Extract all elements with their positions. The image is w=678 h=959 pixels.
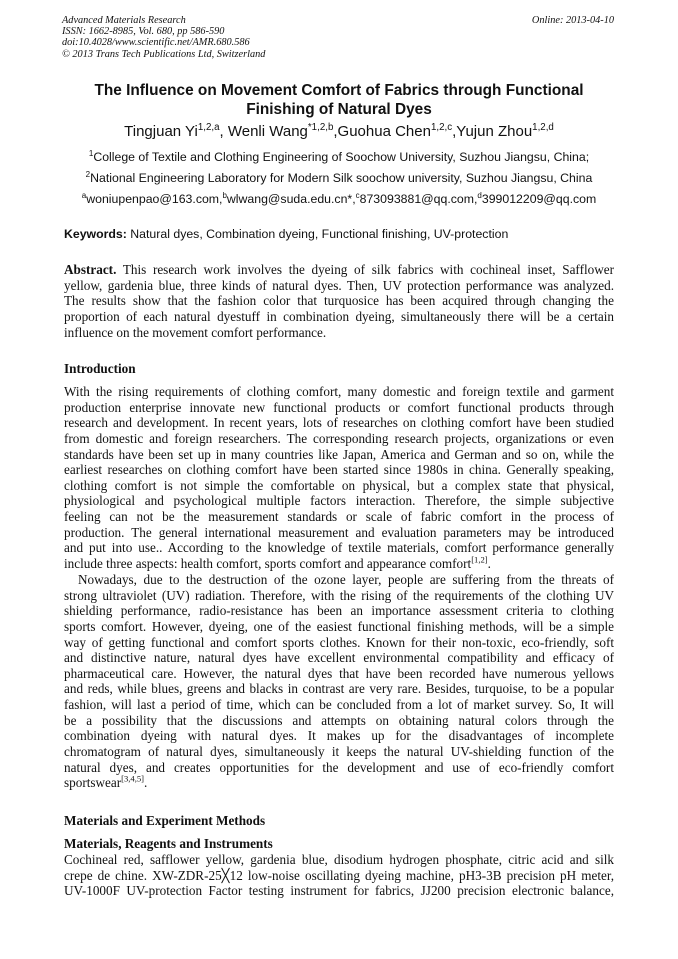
line-text: chromatogram of natural dyes, simultaneously it keeps the natural UV-shielding function of the (64, 744, 614, 760)
text-line (64, 635, 614, 651)
text-line (64, 572, 614, 588)
line-text: from domestic and foreign researchers. The corresponding research projects, organizations or even (64, 430, 614, 446)
text-line (64, 431, 614, 447)
author-sup: 1,2,a (197, 122, 220, 133)
affiliation-text: College of Textile and Clothing Engineering of Soochow University, Suzhou Jiangsu, China; (93, 150, 590, 164)
author-sep: , (333, 123, 338, 140)
introduction-paragraph-1 (64, 384, 614, 572)
email-sup: c (355, 190, 360, 200)
text-line (64, 447, 614, 463)
line-text: UV-1000F UV-protection Factor testing instrument for fabrics, JJ200 precision electronic balance, (64, 883, 614, 899)
line-text: sports comfort. However, dyeing, one of the easiest functional finishing methods, will be a simple (64, 618, 614, 634)
affiliation-1 (0, 150, 678, 164)
text-line (64, 400, 614, 416)
text-line (64, 744, 614, 760)
author-name: Wenli Wang (227, 123, 308, 140)
citation[interactable]: [1,2] (471, 554, 488, 565)
text-line (64, 493, 614, 509)
online-date: Online: 2013-04-10 (531, 15, 614, 26)
line-text: Cochineal red, safflower yellow, gardenia blue, disodium hydrogen phosphate, citric acid and silk (64, 852, 614, 867)
author-sep: , (452, 123, 457, 140)
issn: ISSN: 1662-8985, Vol. 680, pp 586-590 (62, 26, 225, 38)
abstract-line: influence on the movement comfort performance. (64, 324, 327, 340)
line-text: and reds, while blues, greens and blacks in contrast are very rare. Besides, turquoise, to be a popular (64, 681, 614, 697)
line-text: production. The general international measurement and evaluation parameters may be introduced (64, 524, 614, 540)
text-line (64, 681, 614, 697)
paper-title (40, 82, 638, 119)
line-text: combination dyeing with natural dyes. It makes up for the disadvantages of incomplete (64, 728, 614, 744)
text-line (64, 852, 614, 868)
text-line (64, 556, 614, 572)
line-text: shielding performance, radio-resistance has been an importance assessment criteria to clothing (64, 603, 614, 619)
text-line (64, 728, 614, 744)
abstract-label: Abstract. (64, 262, 117, 277)
citation[interactable]: [3,4,5] (121, 773, 145, 784)
keywords (64, 227, 508, 241)
text-line (64, 478, 614, 494)
introduction-paragraph-2 (64, 572, 614, 791)
line-text: earliest researches on clothing comfort have been started since 1980s in china. Generally speaking, (64, 462, 614, 478)
text-line (64, 760, 614, 776)
line-text: standards have been set up in many countries like Japan, America and German and so on, while the (64, 446, 614, 462)
text-line (64, 603, 614, 619)
text-line (64, 650, 614, 666)
subsection-heading: Materials, Reagents and Instruments (64, 836, 273, 851)
line-text: natural dyes, and creates opportunities for the development and use of eco-friendly comfort (64, 759, 614, 775)
introduction-heading: Introduction (64, 361, 136, 376)
keywords-text: Natural dyes, Combination dyeing, Functional finishing, UV-protection (126, 227, 509, 241)
text-line (64, 462, 614, 478)
journal-name: Advanced Materials Research (62, 15, 186, 26)
line-text: strong ultraviolet (UV) radiation. Therefore, with the rising of the requirements of the clothing UV (64, 587, 614, 603)
author-list (0, 123, 678, 140)
line-text: sportswear (64, 775, 122, 791)
affiliation-sup: 1 (88, 148, 94, 158)
text-line (64, 697, 614, 713)
text-line (64, 415, 614, 431)
author-sup: 1,2,c (430, 122, 453, 133)
text-line (64, 868, 614, 884)
text-line (64, 883, 614, 899)
line-text: pharmaceutical care. However, the natural dyes that have been recorded have numerous yellows (64, 665, 614, 681)
keywords-label: Keywords: (64, 227, 127, 241)
line-text: feeling can not be the measurement standards or scale of fabric comfort in the process of (64, 509, 614, 525)
author-name: Yujun Zhou (456, 123, 533, 140)
materials-paragraph (64, 852, 614, 899)
abstract-line: The results show that the fashion color that turquosice has been acquired through changing the (64, 293, 614, 309)
email-sup: d (477, 190, 482, 200)
author-sep: , (219, 123, 228, 140)
line-tail: . (144, 775, 148, 791)
text-line (64, 384, 614, 400)
title-line-1: The Influence on Movement Comfort of Fabrics through Functional (94, 82, 584, 99)
copyright: © 2013 Trans Tech Publications Ltd, Switzerland (62, 48, 266, 60)
affiliation-text: National Engineering Laboratory for Modern Silk soochow university, Suzhou Jiangsu, China (90, 171, 593, 185)
email-list (0, 192, 678, 206)
abstract-text: This research work involves the dyeing of silk fabrics with cochineal inset, Safflower (116, 262, 614, 277)
journal-header (62, 15, 265, 60)
text-line (64, 775, 614, 791)
line-text: Nowadays, due to the destruction of the ozone layer, people are suffering from the threats of (78, 572, 614, 587)
email-sup: b (222, 190, 227, 200)
line-text: production enterprise innovate new functional products or comfort functional products through (64, 399, 614, 415)
line-text: With the rising requirements of clothing comfort, many domestic and foreign textile and garment (64, 384, 614, 399)
text-line (64, 525, 614, 541)
line-text: crepe de chine. XW-ZDR-25╳12 low-noise oscillating dyeing machine, pH3-3B precision pH meter, (64, 867, 614, 883)
line-text: be a possibility that the discussions and attempts on obtaining natural colors through the (64, 712, 614, 728)
author-name: Guohua Chen (337, 123, 431, 140)
doi: doi:10.4028/www.scientific.net/AMR.680.586 (62, 37, 250, 49)
line-text: fashion, will last a period of time, which can be concluded from a lot of market survey. So, It will (64, 697, 614, 713)
line-text: and distinctive nature, natural dyes have excellent environmental compatibility and efficacy of (64, 650, 614, 666)
email[interactable]: woniupenpao@163.com, (86, 192, 223, 206)
text-line (64, 619, 614, 635)
line-text: and put into use.. According to the knowledge of textile materials, comfort performance generally (64, 540, 614, 556)
abstract (64, 262, 614, 340)
section-heading: Materials and Experiment Methods (64, 813, 266, 828)
author-name: Tingjuan Yi (124, 123, 198, 140)
text-line (64, 588, 614, 604)
email-sup: a (81, 190, 87, 200)
email[interactable]: wlwang@suda.edu.cn*, (226, 192, 356, 206)
text-line (64, 713, 614, 729)
email[interactable]: 399012209@qq.com (481, 192, 597, 206)
author-sup: 1,2,d (532, 122, 554, 133)
line-text: clothing comfort is not simple the comfortable on physical, but a complex state that physical, (64, 477, 614, 493)
line-text: way of getting functional and comfort sports clothes. Known for their non-toxic, eco-friendly, soft (64, 634, 614, 650)
affiliation-sup: 2 (85, 169, 91, 179)
email[interactable]: 873093881@qq.com, (359, 192, 478, 206)
text-line (64, 509, 614, 525)
author-sup: *1,2,b (307, 122, 334, 133)
affiliation-2 (0, 171, 678, 185)
abstract-line: yellow, gardenia blue, three kinds of natural dyes. Then, UV protection performance was analyzed. (64, 277, 614, 293)
line-tail: . (487, 556, 491, 572)
text-line (64, 666, 614, 682)
line-text: include three aspects: health comfort, sports comfort and appearance comfort (64, 556, 472, 572)
text-line (64, 540, 614, 556)
title-line-2: Finishing of Natural Dyes (246, 100, 432, 118)
line-text: research and development. In recent years, lots of researches on clothing comfort have been studied (64, 415, 614, 431)
abstract-line: proportion of each natural dyestuff in combination dyeing, simultaneously there will be a certain (64, 308, 614, 324)
line-text: physiological and psychological multiple factors interaction. Therefore, the simple subjective (64, 493, 614, 509)
abstract-line (64, 262, 614, 278)
